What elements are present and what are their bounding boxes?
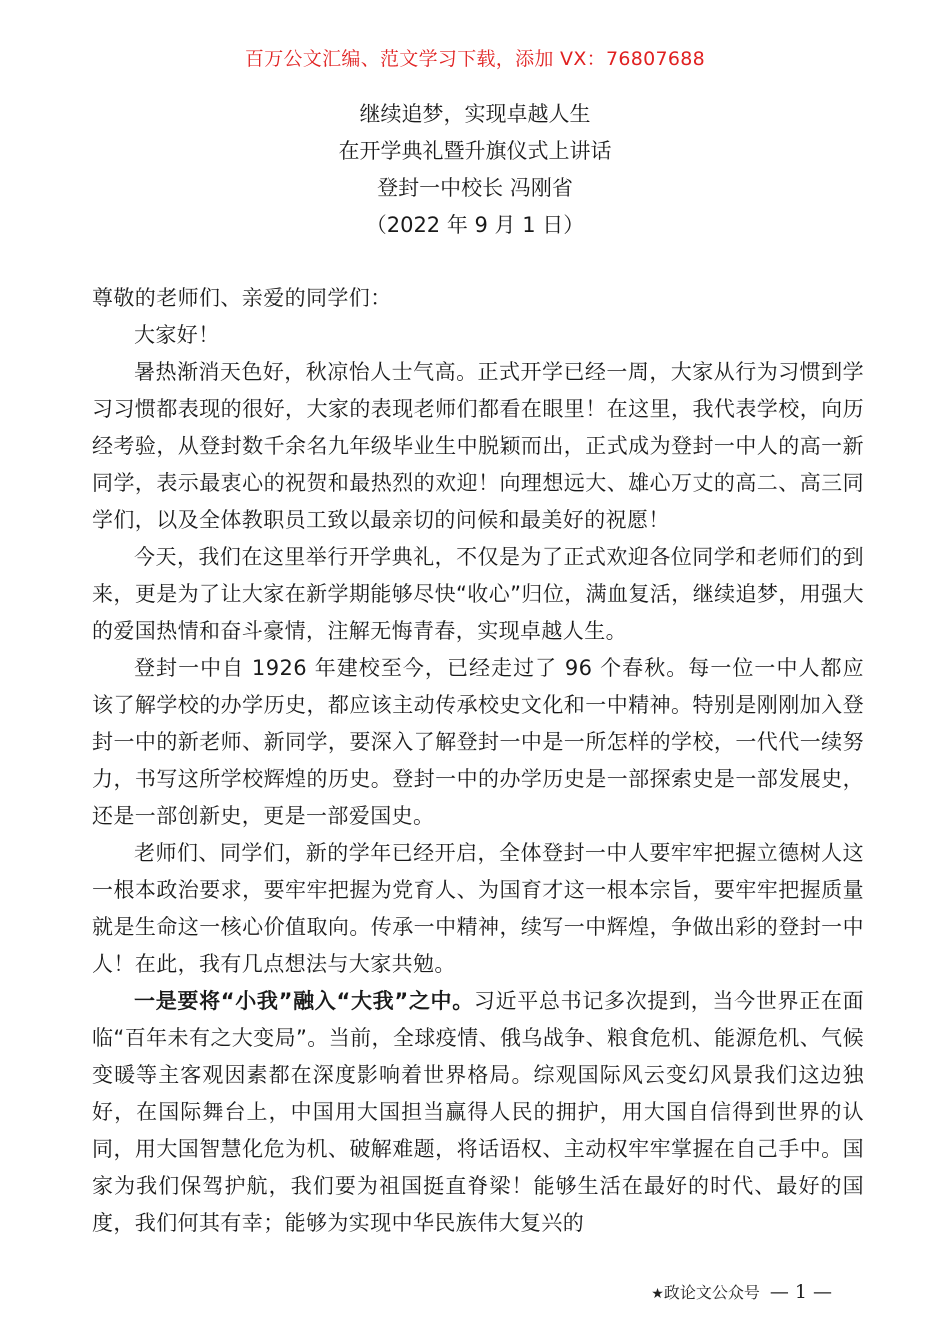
page-footer xyxy=(651,1280,832,1303)
paragraph-welcome: 暑热渐消天色好，秋凉怡人士气高。正式开学已经一周，大家从行为习惯到学习习惯都表现的很好，大家的表现老师们都看在眼里！在这里，我代表学校，向历经考验，从登封数千余名九年级毕业生中脱颖而出，正式成为登封一中人的高一新同学，表示最衷心的祝贺和最热烈的欢迎！向理想远大、雄心万丈的高二、高三同学们，以及全体教职员工致以最亲切的问候和最美好的祝愿！ xyxy=(92,360,864,532)
paragraph-greeting: 大家好！ xyxy=(134,323,220,347)
paragraph-opening-ceremony: 今天，我们在这里举行开学典礼，不仅是为了正式欢迎各位同学和老师们的到来，更是为了让大家在新学期能够尽快“收心”归位，满血复活，继续追梦，用强大的爱国热情和奋斗豪情，注解无悔青春，实现卓越人生。 xyxy=(92,545,864,643)
paragraph-point-one xyxy=(92,983,864,1242)
paragraph-new-year: 老师们、同学们，新的学年已经开启，全体登封一中人要牢牢把握立德树人这一根本政治要求，要牢牢把握为党育人、为国育才这一根本宗旨，要牢牢把握质量就是生命这一核心价值取向。传承一中精神，续写一中辉煌，争做出彩的登封一中人！在此，我有几点想法与大家共勉。 xyxy=(92,841,864,976)
speech-subtitle: 在开学典礼暨升旗仪式上讲话 xyxy=(338,139,612,163)
speech-body xyxy=(92,280,864,1242)
point-one-heading: 一是要将“小我”融入“大我”之中。 xyxy=(134,989,474,1013)
watermark-banner: 百万公文汇编、范文学习下载，添加 VX：76807688 xyxy=(244,48,706,70)
paragraph-school-history: 登封一中自 1926 年建校至今，已经走过了 96 个春秋。每一位一中人都应该了解学校的办学历史，都应该主动传承校史文化和一中精神。特别是刚刚加入登封一中的新老师、新同学，要深入了解登封一中是一所怎样的学校，一代代一续努力，书写这所学校辉煌的历史。登封一中的办学历史是一部探索史是一部发展史，还是一部创新史，更是一部爱国史。 xyxy=(92,656,864,828)
star-icon: ★ xyxy=(651,1286,664,1302)
speaker-line: 登封一中校长 冯刚省 xyxy=(377,176,573,200)
point-one-text: 习近平总书记多次提到，当今世界正在面临“百年未有之大变局”。当前，全球疫情、俄乌战争、粮食危机、能源危机、气候变暖等主客观因素都在深度影响着世界格局。综观国际风云变幻风景我们这边独好，在国际舞台上，中国用大国担当赢得人民的拥护，用大国自信得到世界的认同，用大国智慧化危为机、破解难题，将话语权、主动权牢牢掌握在自己手中。国家为我们保驾护航，我们要为祖国挺直脊梁！能够生活在最好的时代、最好的国度，我们何其有幸；能够为实现中华民族伟大复兴的 xyxy=(92,989,864,1235)
speech-date: （2022 年 9 月 1 日） xyxy=(365,213,585,237)
footer-source: 政论文公众号 xyxy=(663,1283,760,1302)
title-block xyxy=(0,96,950,244)
speech-title: 继续追梦，实现卓越人生 xyxy=(359,102,591,126)
salutation: 尊敬的老师们、亲爱的同学们： xyxy=(92,286,392,310)
page-number: — 1 — xyxy=(769,1281,832,1303)
